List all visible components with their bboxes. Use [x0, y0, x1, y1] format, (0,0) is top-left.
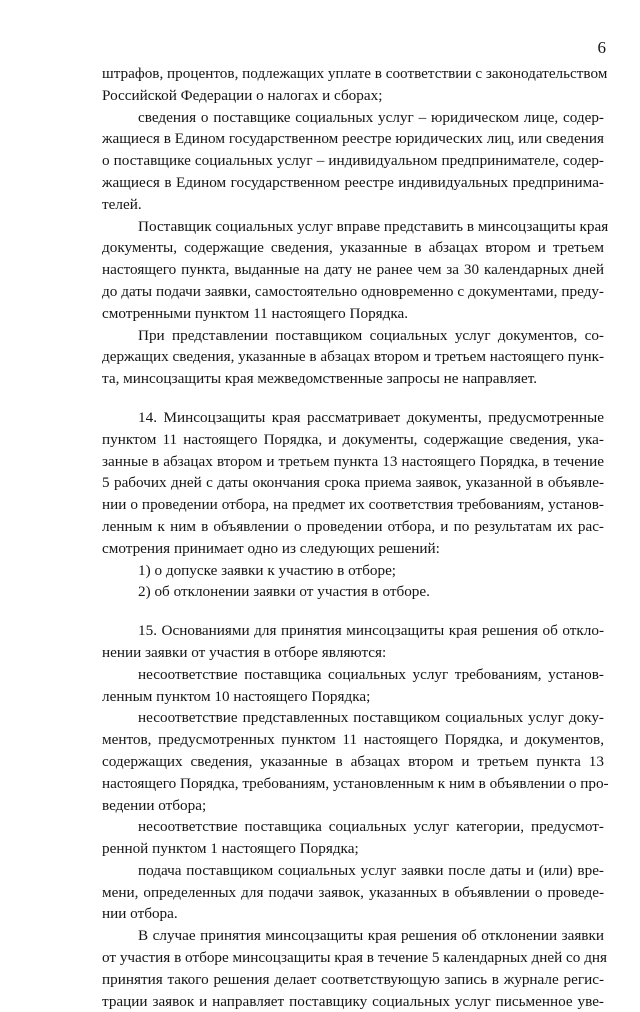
text-line: подача поставщиком социальных услуг заявки после даты и (или) вре-: [138, 861, 604, 879]
text-line: ведении отбора;: [102, 796, 207, 814]
text-line: документы, содержащие сведения, указанные в абзацах втором и третьем: [102, 239, 604, 257]
text-line: ментов, предусмотренных пунктом 11 настоящего Порядка, и документов,: [102, 731, 604, 749]
text-line: мени, определенных для подачи заявок, указанных в объявлении о проведе-: [102, 883, 604, 901]
text-line: та, минсоцзащиты края межведомственные запросы не направляет.: [102, 370, 538, 388]
text-line: о поставщике социальных услуг – индивидуальном предпринимателе, содер-: [102, 152, 604, 170]
text-line: трации заявок и направляет поставщику социальных услуг письменное уве-: [102, 992, 604, 1010]
text-line: смотрения принимает одно из следующих решений:: [102, 539, 440, 557]
text-line: несоответствие представленных поставщиком социальных услуг доку-: [138, 709, 604, 727]
section-gap: [102, 603, 604, 620]
text-line: 1) о допуске заявки к участию в отборе;: [138, 561, 397, 579]
text-line: пунктом 11 настоящего Порядка, и документы, содержащие сведения, ука-: [102, 430, 604, 448]
text-line: нии о проведении отбора, на предмет их соответствия требованиям, установ-: [102, 496, 604, 514]
text-line: телей.: [102, 195, 142, 213]
text-line: Поставщик социальных услуг вправе представить в минсоцзащиты края: [138, 217, 609, 235]
text-line: держащих сведения, указанные в абзацах втором и третьем настоящего пунк-: [102, 348, 605, 366]
text-line: Российской Федерации о налогах и сборах;: [102, 86, 383, 104]
page-number: 6: [597, 38, 606, 57]
text-line: настоящего Порядка, требованиям, установленным к ним в объявлении о про-: [102, 774, 609, 792]
text-line: занные в абзацах втором и третьем пункта 13 настоящего Порядка, в течение: [102, 452, 604, 470]
text-line: 14. Минсоцзащиты края рассматривает документы, предусмотренные: [138, 408, 604, 426]
text-line: ренной пунктом 1 настоящего Порядка;: [102, 840, 359, 858]
document-body: [102, 63, 609, 1012]
text-line: При представлении поставщиком социальных услуг документов, со-: [138, 326, 604, 344]
text-line: сведения о поставщике социальных услуг – юридическом лице, содер-: [138, 108, 604, 126]
text-line: нении заявки от участия в отборе являются:: [102, 643, 387, 661]
text-line: несоответствие поставщика социальных услуг категории, предусмот-: [138, 818, 604, 836]
text-line: жащиеся в Едином государственном реестре юридических лиц, или сведения: [102, 130, 604, 148]
text-line: 15. Основаниями для принятия минсоцзащиты края решения об откло-: [138, 622, 604, 640]
text-line: 5 рабочих дней с даты окончания срока приема заявок, указанной в объявле-: [102, 474, 604, 492]
text-line: смотренными пунктом 11 настоящего Порядка.: [102, 304, 409, 322]
text-line: жащиеся в Едином государственном реестре индивидуальных предпринима-: [102, 173, 604, 191]
text-line: ленным пунктом 10 настоящего Порядка;: [102, 687, 371, 705]
text-line: содержащих сведения, указанные в абзацах втором и третьем пункта 13: [102, 752, 604, 770]
text-line: принятия такого решения делает соответствующую запись в журнале регис-: [102, 970, 604, 988]
text-line: В случае принятия минсоцзащиты края решения об отклонении заявки: [138, 927, 604, 945]
text-line: настоящего пункта, выданные на дату не ранее чем за 30 календарных дней: [102, 261, 604, 279]
section-gap: [102, 390, 604, 407]
text-line: нии отбора.: [102, 905, 178, 923]
text-line: несоответствие поставщика социальных услуг требованиям, установ-: [138, 665, 604, 683]
text-line: от участия в отборе минсоцзащиты края в течение 5 календарных дней со дня: [102, 949, 608, 967]
text-line: ленным к ним в объявлении о проведении отбора, и по результатам их рас-: [102, 517, 604, 535]
text-line: 2) об отклонении заявки от участия в отборе.: [138, 583, 430, 601]
text-line: штрафов, процентов, подлежащих уплате в соответствии с законодательством: [102, 65, 608, 82]
text-line: до даты подачи заявки, самостоятельно одновременно с документами, преду-: [102, 282, 604, 300]
